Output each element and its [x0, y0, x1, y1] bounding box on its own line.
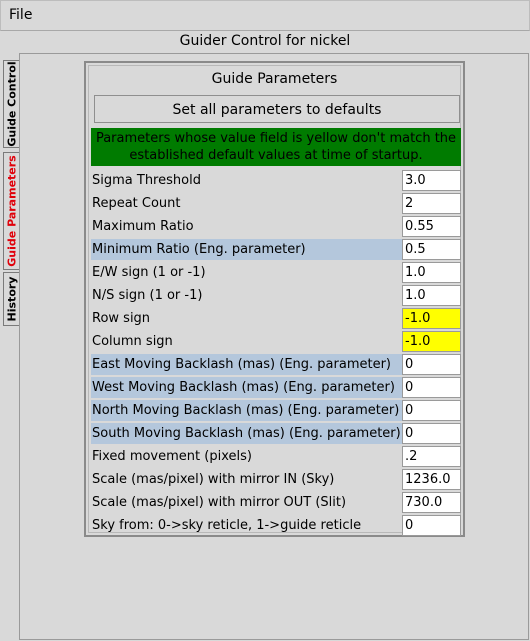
parameter-row [91, 169, 463, 192]
parameter-row [91, 353, 463, 376]
parameter-label: North Moving Backlash (mas) (Eng. parameter) [91, 400, 402, 421]
menu-file[interactable]: File [9, 7, 33, 23]
parameter-row [91, 330, 463, 353]
parameter-value-field[interactable] [402, 492, 461, 513]
parameter-label: Sky from: 0->sky reticle, 1->guide reticle [92, 518, 362, 533]
parameter-row [91, 399, 463, 422]
parameter-value-field[interactable] [402, 354, 461, 375]
parameter-row [91, 192, 463, 215]
set-defaults-button[interactable]: Set all parameters to defaults [94, 95, 460, 123]
tab-guide-parameters-label: Guide Parameters [5, 155, 19, 267]
parameter-value-field[interactable] [402, 262, 461, 283]
parameter-row [91, 215, 463, 238]
window-title: Guider Control for nickel [179, 33, 351, 49]
parameter-label: Scale (mas/pixel) with mirror OUT (Slit) [92, 495, 347, 510]
parameter-value-field[interactable] [402, 331, 461, 352]
tab-history[interactable] [3, 272, 19, 326]
parameter-value-field[interactable] [402, 308, 461, 329]
parameter-label: E/W sign (1 or -1) [92, 265, 206, 280]
parameter-row [91, 238, 463, 261]
menu-bar [0, 0, 530, 31]
warning-line-2: established default values at time of startup. [129, 148, 423, 163]
guide-parameters-panel [84, 61, 465, 537]
parameter-value-field[interactable] [402, 285, 461, 306]
parameter-value-field[interactable] [402, 216, 461, 237]
parameter-row [91, 445, 463, 468]
parameter-value-field[interactable] [402, 515, 461, 536]
parameter-label: Repeat Count [92, 196, 181, 211]
parameter-label: South Moving Backlash (mas) (Eng. parameter) [91, 423, 402, 444]
parameter-label: N/S sign (1 or -1) [92, 288, 203, 303]
parameter-row [91, 307, 463, 330]
parameter-value-field[interactable] [402, 170, 461, 191]
warning-line-1: Parameters whose value field is yellow don't match the [95, 131, 457, 146]
parameter-value-field[interactable] [402, 423, 461, 444]
parameter-row [91, 468, 463, 491]
tab-guide-control[interactable] [3, 60, 19, 148]
parameter-row [91, 284, 463, 307]
parameter-label: Column sign [92, 334, 173, 349]
tab-guide-parameters[interactable] [3, 152, 20, 270]
parameter-value-field[interactable] [402, 400, 461, 421]
parameter-label: Sigma Threshold [92, 173, 201, 188]
parameter-value-field[interactable] [402, 377, 461, 398]
tab-guide-control-label: Guide Control [5, 61, 18, 147]
parameter-label: Minimum Ratio (Eng. parameter) [91, 239, 402, 260]
tab-history-label: History [5, 276, 18, 322]
parameter-value-field[interactable] [402, 469, 461, 490]
parameter-list [91, 169, 463, 537]
parameter-label: Fixed movement (pixels) [92, 449, 252, 464]
panel-inner [88, 65, 461, 533]
parameter-row [91, 422, 463, 445]
parameter-value-field[interactable] [402, 239, 461, 260]
panel-title: Guide Parameters [211, 71, 338, 87]
parameter-row [91, 261, 463, 284]
parameter-label: East Moving Backlash (mas) (Eng. parameter) [91, 354, 402, 375]
parameter-value-field[interactable] [402, 446, 461, 467]
parameter-row [91, 491, 463, 514]
parameter-row [91, 514, 463, 537]
parameter-label: Maximum Ratio [92, 219, 194, 234]
mismatch-warning [91, 128, 461, 166]
parameter-label: Row sign [92, 311, 151, 326]
parameter-label: West Moving Backlash (mas) (Eng. parameter) [91, 377, 402, 398]
parameter-row [91, 376, 463, 399]
parameter-label: Scale (mas/pixel) with mirror IN (Sky) [92, 472, 335, 487]
parameter-value-field[interactable] [402, 193, 461, 214]
